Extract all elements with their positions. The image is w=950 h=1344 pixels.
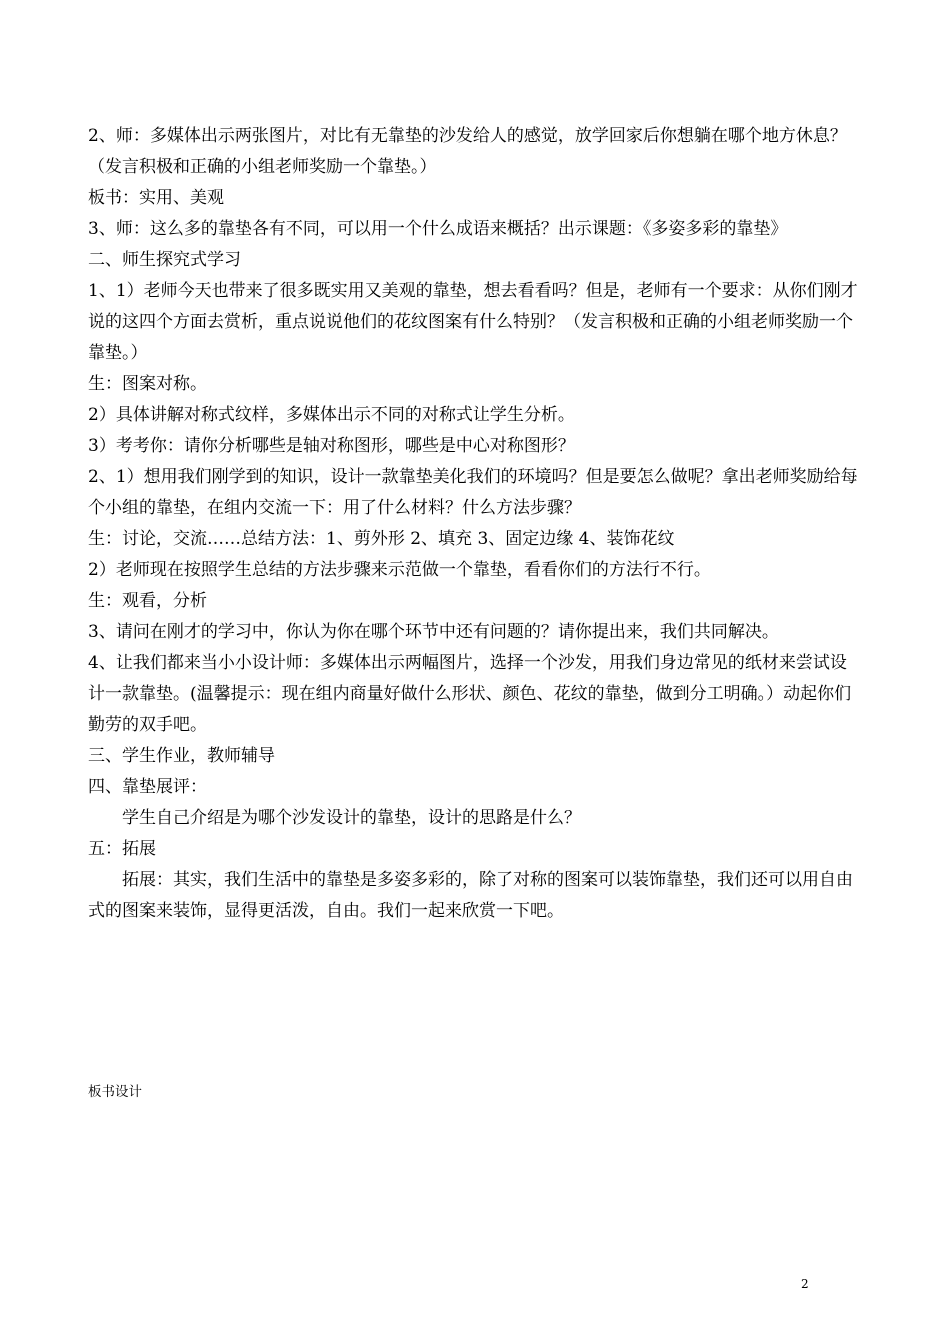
paragraph-quiz: 3）考考你：请你分析哪些是轴对称图形，哪些是中心对称图形？ <box>88 436 575 456</box>
paragraph-student-answer: 生：图案对称。 <box>88 374 207 394</box>
paragraph-step-3-topic: 3、师：这么多的靠垫各有不同，可以用一个什么成语来概括？出示课题：《多姿多彩的靠垫》 <box>88 219 788 239</box>
paragraph-demonstration: 2）老师现在按照学生总结的方法步骤来示范做一个靠垫，看看你们的方法行不行。 <box>88 560 711 580</box>
paragraph-student-presentation: 学生自己介绍是为哪个沙发设计的靠垫，设计的思路是什么？ <box>122 808 581 828</box>
board-design-label: 板书设计 <box>88 1084 142 1100</box>
paragraph-appreciation: 1、1）老师今天也带来了很多既实用又美观的靠垫，想去看看吗？但是，老师有一个要求：从你们刚才说的这四个方面去赏析，重点说说他们的花纹图案有什么特别？（发言积极和正确的小组老师奖励一个靠垫。） <box>88 281 858 363</box>
section-heading-5: 五：拓展 <box>88 839 156 859</box>
paragraph-observe: 生：观看，分析 <box>88 591 207 611</box>
paragraph-designer-task: 4、让我们都来当小小设计师：多媒体出示两幅图片，选择一个沙发，用我们身边常见的纸材来尝试设计一款靠垫。(温馨提示：现在组内商量好做什么形状、颜色、花纹的靠垫，做到分工明确。）动起你们勤劳的双手吧。 <box>88 653 852 735</box>
section-heading-3: 三、学生作业，教师辅导 <box>88 746 275 766</box>
paragraph-method-summary: 生：讨论，交流……总结方法：1、剪外形 2、填充 3、固定边缘 4、装饰花纹 <box>88 529 675 549</box>
paragraph-board-writing: 板书：实用、美观 <box>88 188 224 208</box>
paragraph-questions: 3、请问在刚才的学习中，你认为你在哪个环节中还有问题的？请你提出来，我们共同解决。 <box>88 622 779 642</box>
section-heading-2: 二、师生探究式学习 <box>88 250 241 270</box>
section-heading-4: 四、靠垫展评： <box>88 777 207 797</box>
paragraph-design-intro: 2、1）想用我们刚学到的知识，设计一款靠垫美化我们的环境吗？但是要怎么做呢？拿出老师奖励给每个小组的靠垫，在组内交流一下：用了什么材料？什么方法步骤？ <box>88 467 858 518</box>
paragraph-extension: 拓展：其实，我们生活中的靠垫是多姿多彩的，除了对称的图案可以装饰靠垫，我们还可以用自由式的图案来装饰，显得更活泼，自由。我们一起来欣赏一下吧。 <box>88 870 853 921</box>
paragraph-symmetry-explain: 2）具体讲解对称式纹样，多媒体出示不同的对称式让学生分析。 <box>88 405 575 425</box>
page-number: 2 <box>801 1277 809 1291</box>
document-body <box>88 121 858 927</box>
paragraph-step-2-compare: 2、师：多媒体出示两张图片，对比有无靠垫的沙发给人的感觉，放学回家后你想躺在哪个地方休息？（发言积极和正确的小组老师奖励一个靠垫。） <box>88 126 847 177</box>
